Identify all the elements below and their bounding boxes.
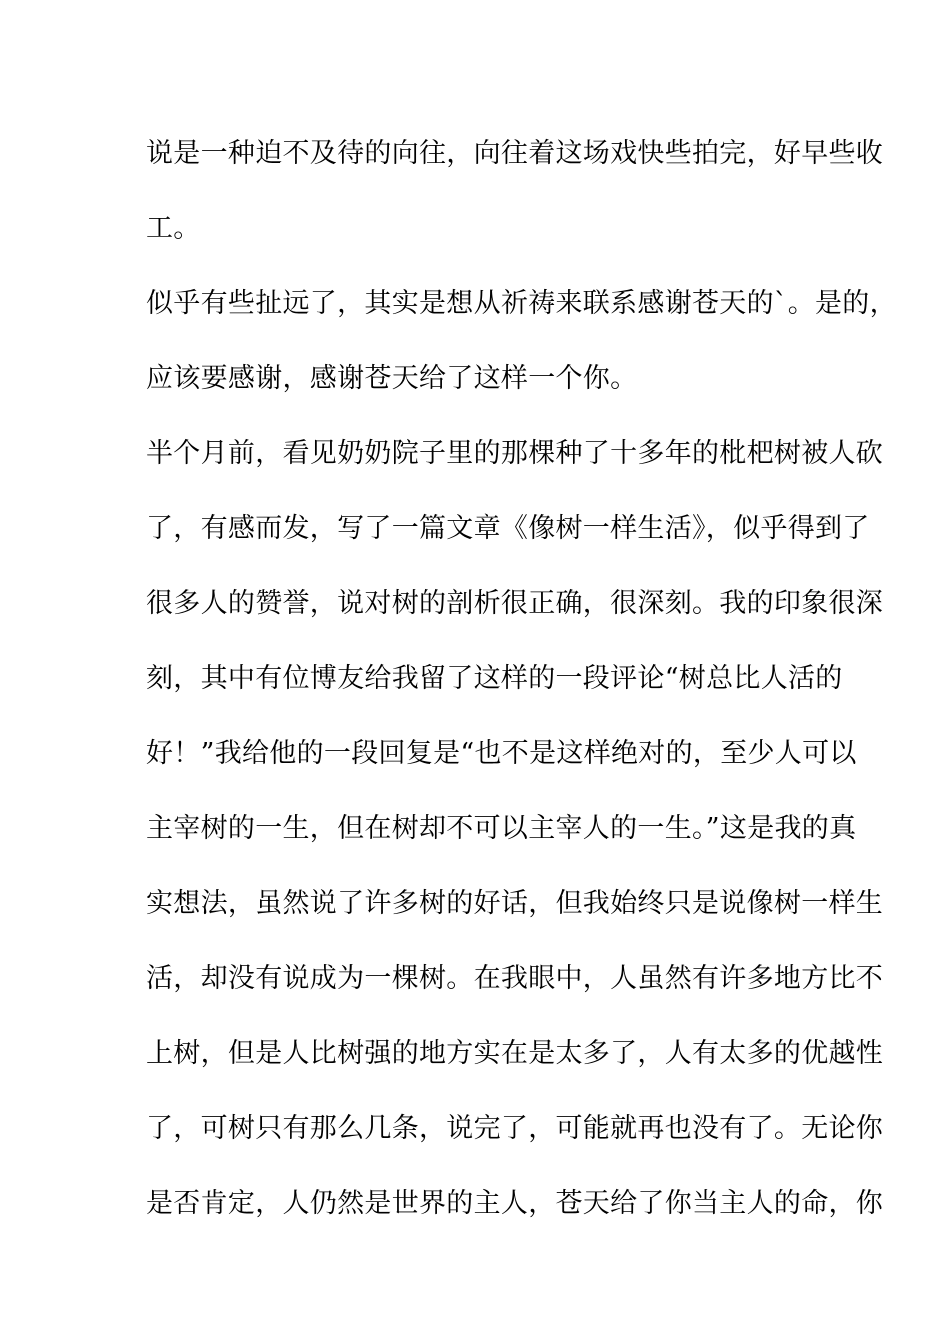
text-line-5: 半个月前，看见奶奶院子里的那棵种了十多年的枇杷树被人砍 — [146, 438, 884, 469]
text-line-6: 了，有感而发，写了一篇文章《像树一样生活》，似乎得到了 — [146, 513, 870, 544]
text-line-10: 主宰树的一生，但在树却不可以主宰人的一生。”这是我的真 — [146, 813, 857, 844]
text-line-13: 上树，但是人比树强的地方实在是太多了，人有太多的优越性 — [146, 1038, 884, 1069]
text-line-11: 实想法，虽然说了许多树的好话，但我始终只是说像树一样生 — [146, 888, 884, 919]
body-text — [146, 128, 897, 1253]
text-line-2: 工。 — [146, 213, 201, 244]
text-line-9: 好！”我给他的一段回复是“也不是这样绝对的，至少人可以 — [146, 738, 857, 769]
text-line-8: 刻，其中有位博友给我留了这样的一段评论“树总比人活的 — [146, 663, 843, 694]
text-line-14: 了，可树只有那么几条，说完了，可能就再也没有了。无论你 — [146, 1113, 884, 1144]
text-line-1: 说是一种迫不及待的向往，向往着这场戏快些拍完，好早些收 — [146, 138, 884, 169]
text-line-12: 活，却没有说成为一棵树。在我眼中，人虽然有许多地方比不 — [146, 963, 884, 994]
text-line-15: 是否肯定，人仍然是世界的主人，苍天给了你当主人的命，你 — [146, 1188, 884, 1219]
text-line-4: 应该要感谢，感谢苍天给了这样一个你。 — [146, 363, 638, 394]
text-line-7: 很多人的赞誉，说对树的剖析很正确，很深刻。我的印象很深 — [146, 588, 884, 619]
text-line-3: 似乎有些扯远了，其实是想从祈祷来联系感谢苍天的`。是的， — [146, 288, 897, 319]
